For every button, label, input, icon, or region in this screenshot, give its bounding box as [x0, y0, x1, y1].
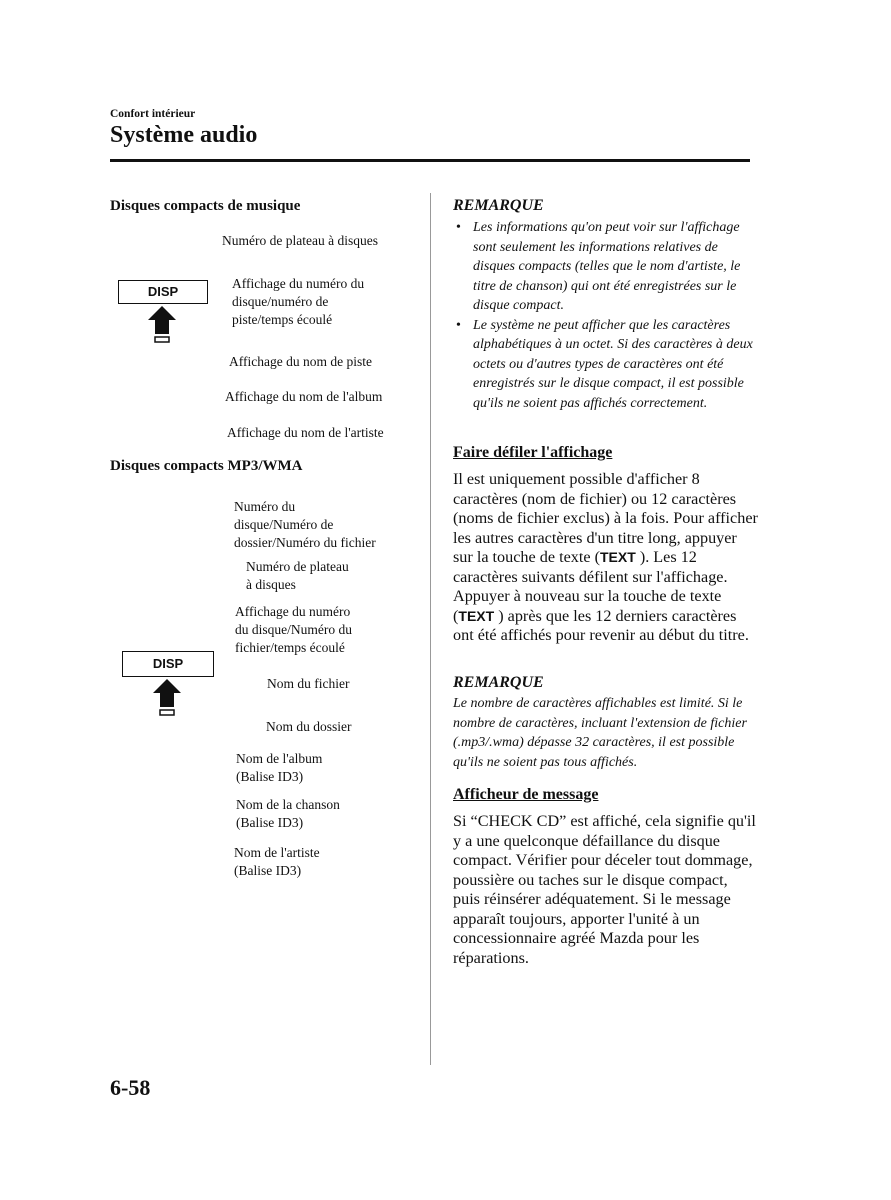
message-display-text: Si “CHECK CD” est affiché, cela signifie qu'il y a une quelconque défaillance du disque compact. Vérifier pour déceler tout dommage, poussière ou taches sur le disque compact, puis réinsérer adéquatement. Si le message apparaît toujours, apporter l'unité à un concessionnaire agréé Mazda pour les réparations.	[453, 812, 756, 967]
mp3-song-label: Nom de la chanson (Balise ID3)	[236, 797, 340, 830]
message-display-heading: Afficheur de message	[453, 786, 599, 803]
remark-heading: REMARQUE	[453, 674, 544, 691]
remark-list	[453, 218, 753, 413]
cd-tray-label: Numéro de plateau à disques	[222, 233, 378, 248]
page-title: Système audio	[110, 122, 258, 148]
cd-heading: Disques compacts de musique	[110, 198, 301, 214]
text-key: TEXT	[599, 549, 636, 565]
cd-artist-name-label: Affichage du nom de l'artiste	[227, 425, 384, 440]
cd-disc-track-label: Affichage du numéro du disque/numéro de piste/temps écoulé	[232, 276, 365, 327]
page-number: 6-58	[110, 1075, 151, 1100]
cd-track-name-label: Affichage du nom de piste	[229, 354, 372, 369]
up-arrow-icon	[152, 677, 182, 719]
disp-button[interactable]: DISP	[118, 280, 208, 304]
text-key: TEXT	[458, 607, 495, 624]
scroll-display-heading: Faire défiler l'affichage	[453, 444, 613, 461]
mp3-folder-name-label: Nom du dossier	[266, 719, 352, 734]
mp3-artist-label: Nom de l'artiste (Balise ID3)	[234, 845, 320, 878]
remark-text: Le nombre de caractères affichables est limité. Si le nombre de caractères, incluant l'extension de fichier (.mp3/.wma) dépasse 32 caractères, il est possible qu'ils ne soient pas tous affichés.	[453, 696, 747, 770]
title-rule	[110, 159, 750, 162]
remark-heading: REMARQUE	[453, 197, 544, 214]
up-arrow-icon	[147, 304, 177, 346]
cd-album-name-label: Affichage du nom de l'album	[225, 389, 383, 404]
mp3-tray-label: Numéro de plateau à disques	[246, 559, 349, 592]
mp3-disc-time-label: Affichage du numéro du disque/Numéro du fichier/temps écoulé	[235, 604, 352, 655]
mp3-heading: Disques compacts MP3/WMA	[110, 458, 303, 474]
scroll-display-text: Il est uniquement possible d'afficher 8 caractères (nom de fichier) ou 12 caractères (noms de fichier exclus) à la fois. Pour afficher les autres caractères d'un titre long, appuyer sur la touche de texte (TEXT ). Les 12 caractères suivants défilent sur l'affichage. Appuyer à nouveau sur la touche de texte (TEXT ) après que les 12 derniers caractères ont été affichés pour revenir au début du titre.	[453, 470, 758, 644]
mp3-disc-folder-file-label: Numéro du disque/Numéro de dossier/Numéro du fichier	[234, 499, 376, 550]
mp3-album-label: Nom de l'album (Balise ID3)	[236, 751, 323, 784]
remark-item: • Le système ne peut afficher que les caractères alphabétiques à un octet. Si des caractères à deux octets ou d'autres types de caractères ont été enregistrés sur le disque compact, il est possible qu'ils ne soient pas affichés correctement.	[453, 316, 753, 414]
remark-item: • Les informations qu'on peut voir sur l'affichage sont seulement les informations relatives de disques compacts (telles que le nom d'artiste, le titre de chanson) qui ont été enregistrées sur le disque compact.	[453, 218, 753, 316]
mp3-file-name-label: Nom du fichier	[267, 676, 350, 691]
section-label: Confort intérieur	[110, 108, 196, 120]
disp-button[interactable]: DISP	[122, 651, 214, 677]
column-divider	[430, 193, 431, 1065]
